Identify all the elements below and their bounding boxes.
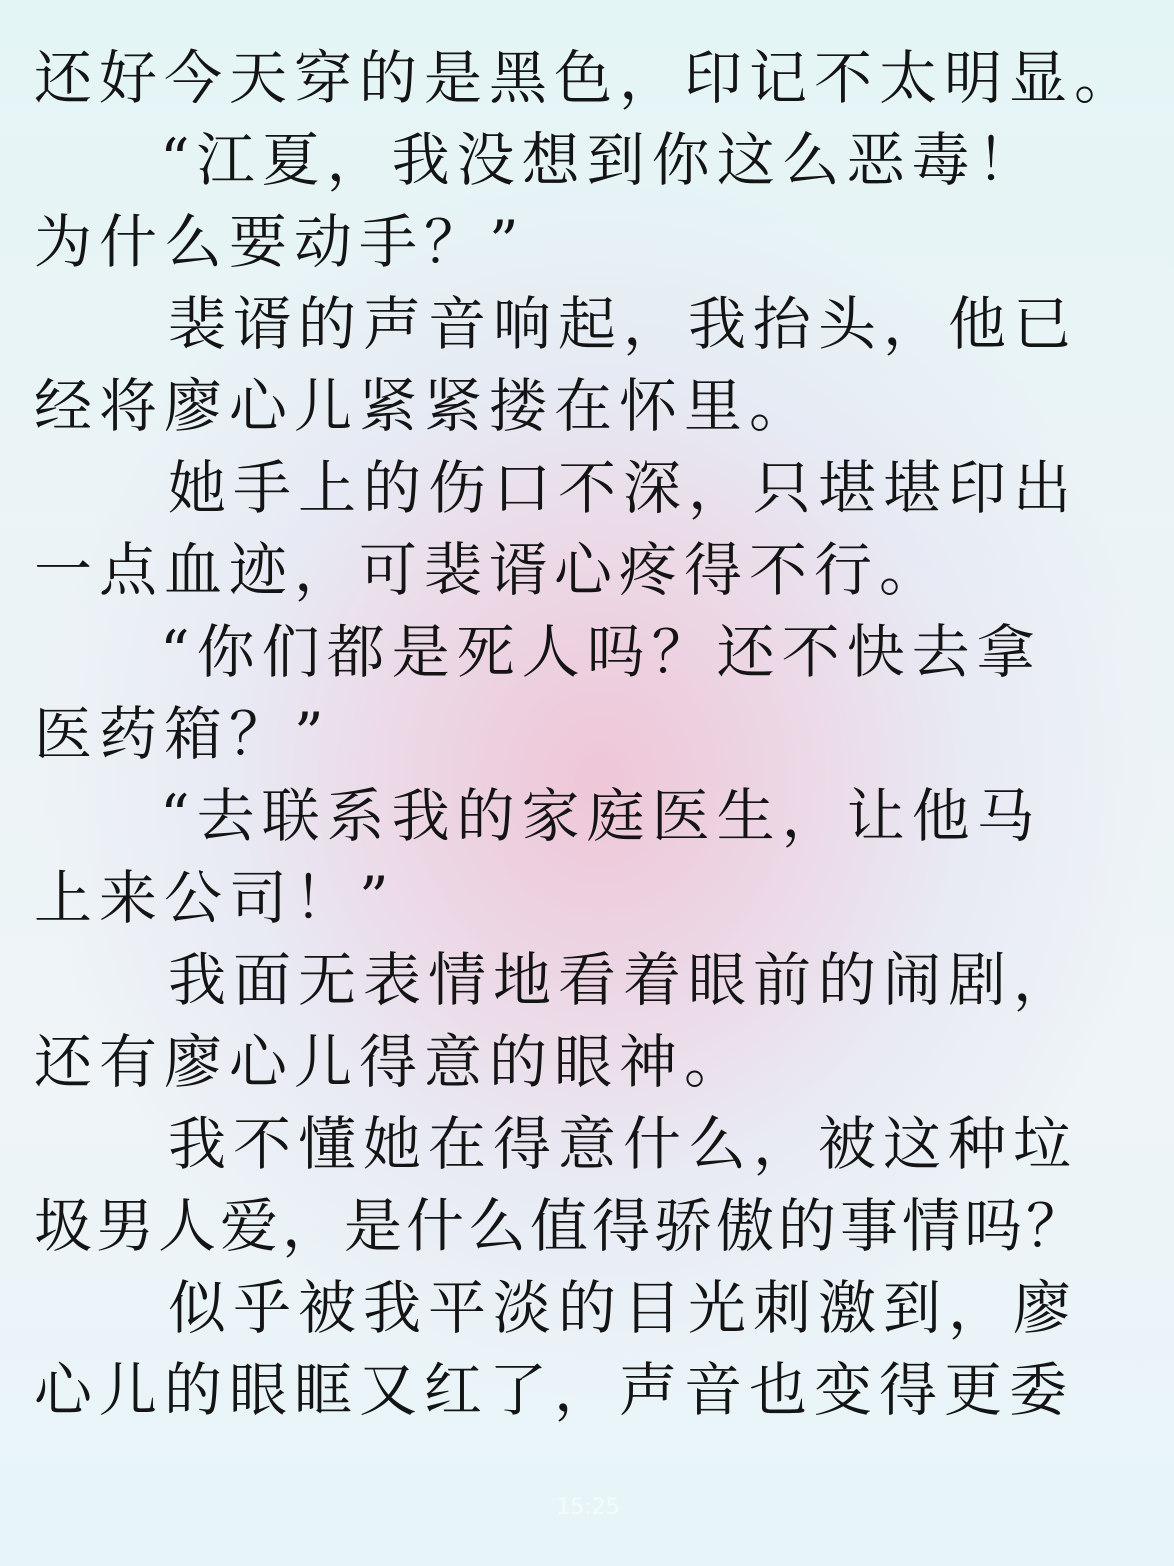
text-line: 裴谞的声音响起，我抬头，他已 bbox=[168, 290, 1079, 358]
text-line: “你们都是死人吗？还不快去拿 bbox=[160, 618, 1042, 686]
text-line: 圾男人爱，是什么值得骄傲的事情吗？ bbox=[34, 1192, 1089, 1260]
text-line: 上来公司！” bbox=[34, 864, 396, 932]
text-line: “去联系我的家庭医生，让他马 bbox=[160, 782, 1042, 850]
text-line: 经将廖心儿紧紧搂在怀里。 bbox=[34, 372, 815, 440]
text-line: 还好今天穿的是黑色，印记不太明显。 bbox=[34, 44, 1140, 112]
text-line: 为什么要动手？” bbox=[34, 208, 526, 276]
text-line: 我不懂她在得意什么，被这种垃 bbox=[168, 1110, 1079, 1178]
text-line: 她手上的伤口不深，只堪堪印出 bbox=[168, 454, 1079, 522]
text-line: 似乎被我平淡的目光刺激到，廖 bbox=[168, 1274, 1079, 1342]
text-line: 医药箱？” bbox=[34, 700, 331, 768]
text-line: 心儿的眼眶又红了，声音也变得更委 bbox=[34, 1356, 1075, 1424]
text-line: 一点血迹，可裴谞心疼得不行。 bbox=[34, 536, 945, 604]
text-line: 还有廖心儿得意的眼神。 bbox=[34, 1028, 750, 1096]
text-line: “江夏，我没想到你这么恶毒！ bbox=[160, 126, 1042, 194]
text-line: 我面无表情地看着眼前的闹剧， bbox=[168, 946, 1079, 1014]
timestamp-watermark: 15:25 bbox=[556, 1495, 620, 1520]
